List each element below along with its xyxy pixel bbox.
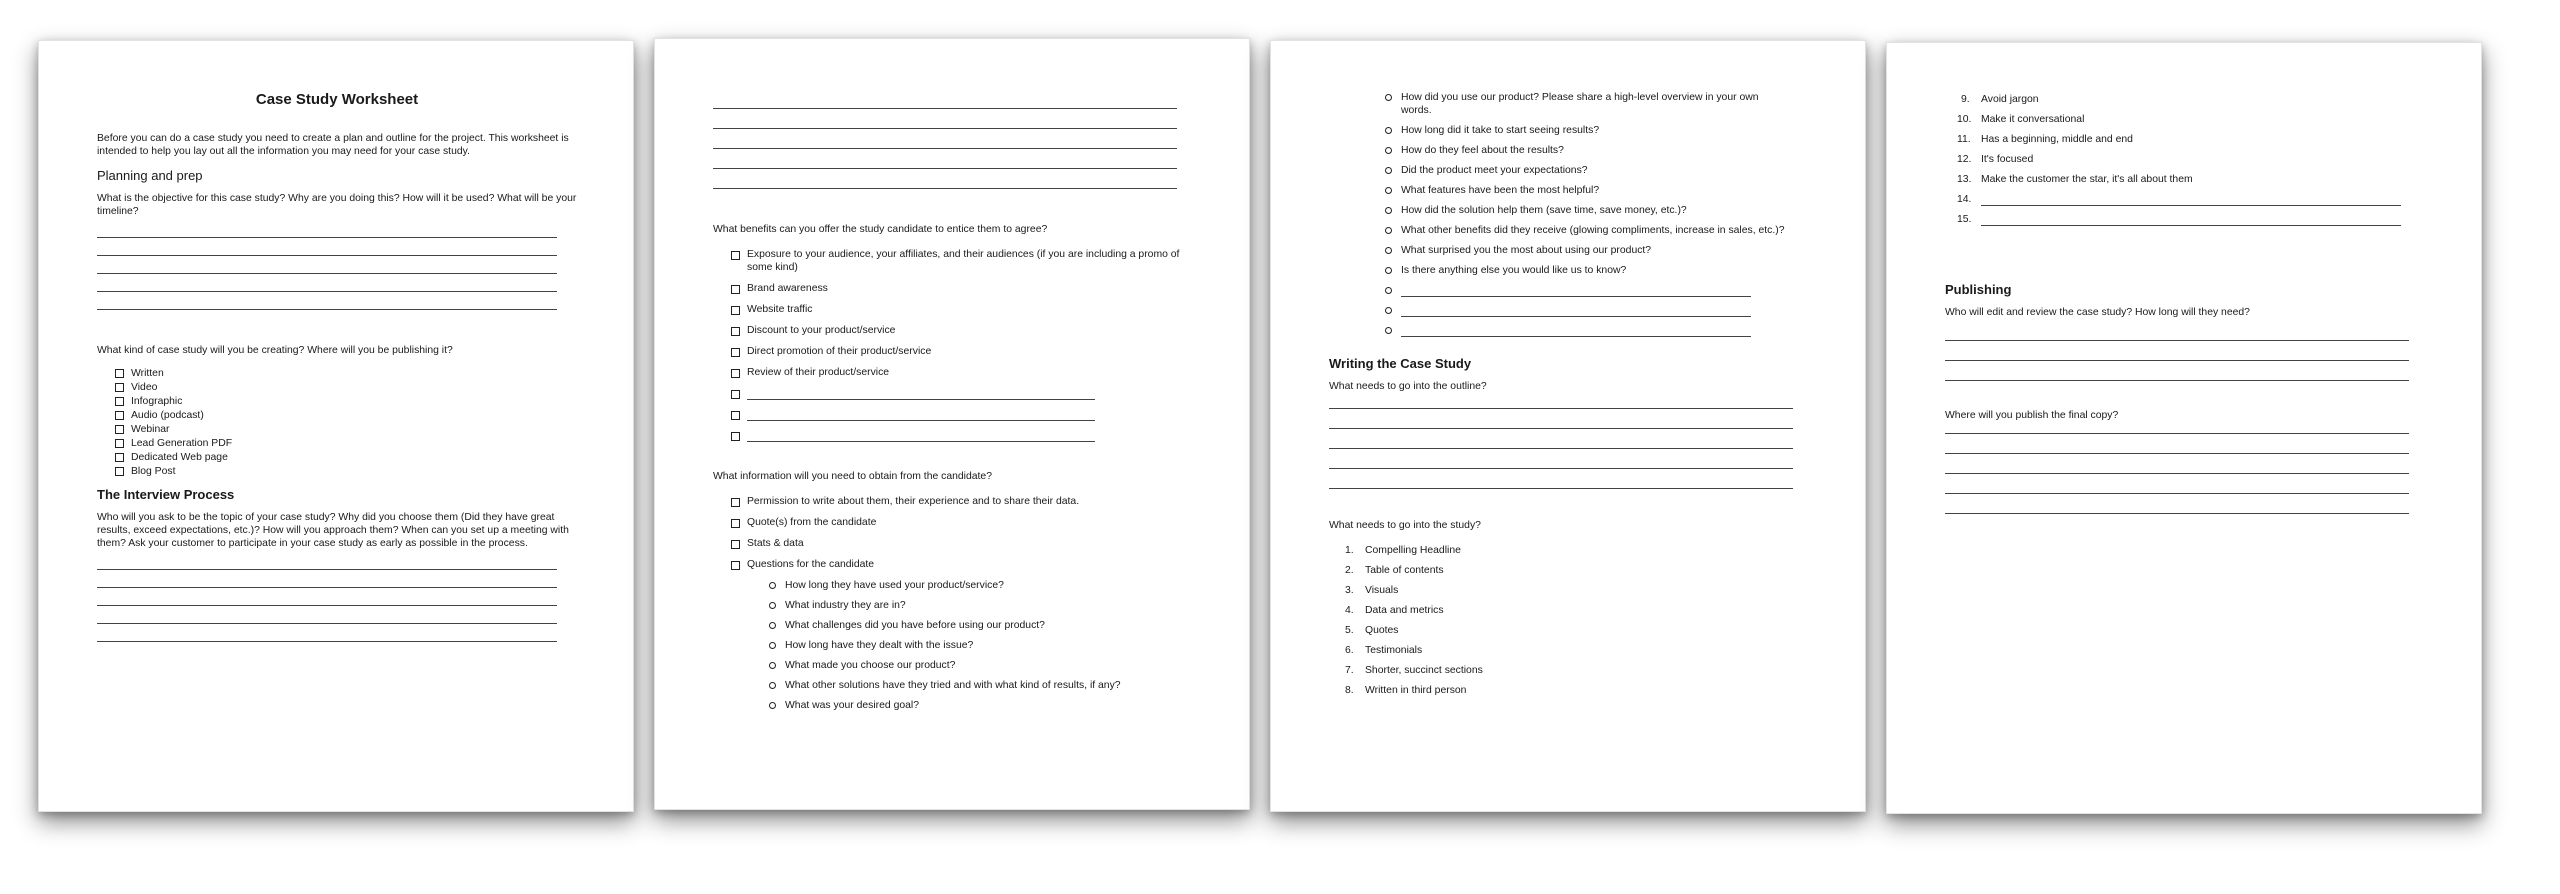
checklist-item[interactable]: Dedicated Web page <box>115 451 577 464</box>
list-item: What industry they are in? <box>769 599 1193 612</box>
checklist-item[interactable]: Infographic <box>115 395 577 408</box>
objective-question: What is the objective for this case study? Why are you doing this? How will it be used? What will be your timeline? <box>97 193 577 217</box>
list-item: What other solutions have they tried and with what kind of results, if any? <box>769 679 1193 692</box>
checklist-item[interactable]: Lead Generation PDF <box>115 437 577 450</box>
blank-list-item[interactable] <box>1385 304 1789 317</box>
list-item: What was your desired goal? <box>769 699 1193 712</box>
writing-heading: Writing the Case Study <box>1329 356 1472 371</box>
list-item: Did the product meet your expectations? <box>1385 164 1789 177</box>
list-item: 9. Avoid jargon <box>1961 94 2039 105</box>
checklist-item[interactable]: Stats & data <box>731 537 1193 550</box>
list-item: How long did it take to start seeing results? <box>1385 124 1789 137</box>
list-item: 4. Data and metrics <box>1345 605 1444 616</box>
checklist-item[interactable]: Review of their product/service <box>731 366 1193 379</box>
checklist-blank-item[interactable] <box>731 387 1193 400</box>
study-items-list <box>1345 544 1809 697</box>
info-question: What information will you need to obtain from the candidate? <box>713 471 992 482</box>
interview-question: Who will you ask to be the topic of your case study? Why did you choose them (Did they have great results, exceed expectations, etc.)? How will you approach them? When can you set up a meeting with them? Ask your customer to participate in your case study as early as possible in the process. <box>97 512 569 549</box>
checklist-item[interactable]: Permission to write about them, their experience and to share their data. <box>731 495 1193 508</box>
document-title: Case Study Worksheet <box>255 91 419 108</box>
interview-answer-lines[interactable] <box>97 552 577 642</box>
checklist-item[interactable]: Quote(s) from the candidate <box>731 516 1193 529</box>
benefits-question: What benefits can you offer the study candidate to entice them to agree? <box>713 224 1048 235</box>
checklist-item[interactable]: Written <box>115 367 577 380</box>
list-item: Is there anything else you would like us to know? <box>1385 264 1789 277</box>
more-questions-list <box>1385 91 1809 337</box>
blank-list-item[interactable]: 15. <box>1961 213 2425 226</box>
list-item: 12. It's focused <box>1957 154 2034 165</box>
list-item: 1. Compelling Headline <box>1345 545 1461 556</box>
study-question: What needs to go into the study? <box>1329 520 1481 531</box>
candidate-questions-list <box>769 579 1193 712</box>
publish-question: Where will you publish the final copy? <box>1945 410 2119 421</box>
checklist-item[interactable]: Website traffic <box>731 303 1193 316</box>
checklist-item[interactable]: Brand awareness <box>731 282 1193 295</box>
planning-heading: Planning and prep <box>97 168 203 183</box>
outline-answer-lines[interactable] <box>1329 395 1809 489</box>
list-item: What made you choose our product? <box>769 659 1193 672</box>
checklist-item[interactable]: Blog Post <box>115 465 577 478</box>
review-answer-lines[interactable] <box>1945 323 2425 381</box>
list-item: 6. Testimonials <box>1345 645 1423 656</box>
list-item: How did you use our product? Please share a high-level overview in your own words. <box>1385 91 1789 117</box>
worksheet-page-1 <box>38 40 634 812</box>
checklist-blank-item[interactable] <box>731 408 1193 421</box>
list-item: 8. Written in third person <box>1345 685 1467 696</box>
list-item: How did the solution help them (save time, save money, etc.)? <box>1385 204 1789 217</box>
checklist-item[interactable]: Audio (podcast) <box>115 409 577 422</box>
blank-list-item[interactable] <box>1385 324 1789 337</box>
checklist-blank-item[interactable] <box>731 429 1193 442</box>
checklist-item[interactable]: Exposure to your audience, your affiliates, and their audiences (if you are including a promo of some kind) <box>731 248 1193 274</box>
list-item: 11. Has a beginning, middle and end <box>1957 134 2133 145</box>
list-item: How long have they dealt with the issue? <box>769 639 1193 652</box>
continued-answer-lines[interactable] <box>713 91 1193 189</box>
list-item: 7. Shorter, succinct sections <box>1345 665 1483 676</box>
blank-list-item[interactable]: 14. <box>1961 193 2425 206</box>
worksheet-page-3 <box>1270 40 1866 812</box>
checklist-item[interactable]: Discount to your product/service <box>731 324 1193 337</box>
publishing-heading: Publishing <box>1945 282 2012 297</box>
list-item: What other benefits did they receive (glowing compliments, increase in sales, etc.)? <box>1385 224 1789 237</box>
checklist-item[interactable]: Webinar <box>115 423 577 436</box>
objective-answer-lines[interactable] <box>97 220 577 310</box>
checklist-item[interactable]: Video <box>115 381 577 394</box>
worksheet-page-2 <box>654 38 1250 810</box>
interview-heading: The Interview Process <box>97 487 235 502</box>
list-item: What surprised you the most about using our product? <box>1385 244 1789 257</box>
list-item: 2. Table of contents <box>1345 565 1444 576</box>
checklist-item[interactable]: Direct promotion of their product/service <box>731 345 1193 358</box>
review-question: Who will edit and review the case study? How long will they need? <box>1945 307 2250 318</box>
kind-question: What kind of case study will you be creating? Where will you be publishing it? <box>97 345 453 356</box>
list-item: How do they feel about the results? <box>1385 144 1789 157</box>
list-item: 10. Make it conversational <box>1957 114 2085 125</box>
list-item: What features have been the most helpful? <box>1385 184 1789 197</box>
list-item: 3. Visuals <box>1345 585 1399 596</box>
publish-answer-lines[interactable] <box>1945 424 2425 514</box>
list-item: What challenges did you have before using our product? <box>769 619 1193 632</box>
outline-question: What needs to go into the outline? <box>1329 381 1487 392</box>
kind-checklist <box>115 367 577 478</box>
study-items-list-continued <box>1957 93 2425 226</box>
list-item: 13. Make the customer the star, it's all about them <box>1957 174 2193 185</box>
list-item: 5. Quotes <box>1345 625 1399 636</box>
blank-list-item[interactable] <box>1385 284 1789 297</box>
intro-paragraph: Before you can do a case study you need to create a plan and outline for the project. This worksheet is intended to help you lay out all the information you may need for your case study. <box>97 133 569 157</box>
info-checklist <box>731 495 1193 571</box>
benefits-checklist <box>731 248 1193 442</box>
list-item: How long they have used your product/service? <box>769 579 1193 592</box>
checklist-item[interactable]: Questions for the candidate <box>731 558 1193 571</box>
worksheet-page-4 <box>1886 42 2482 814</box>
